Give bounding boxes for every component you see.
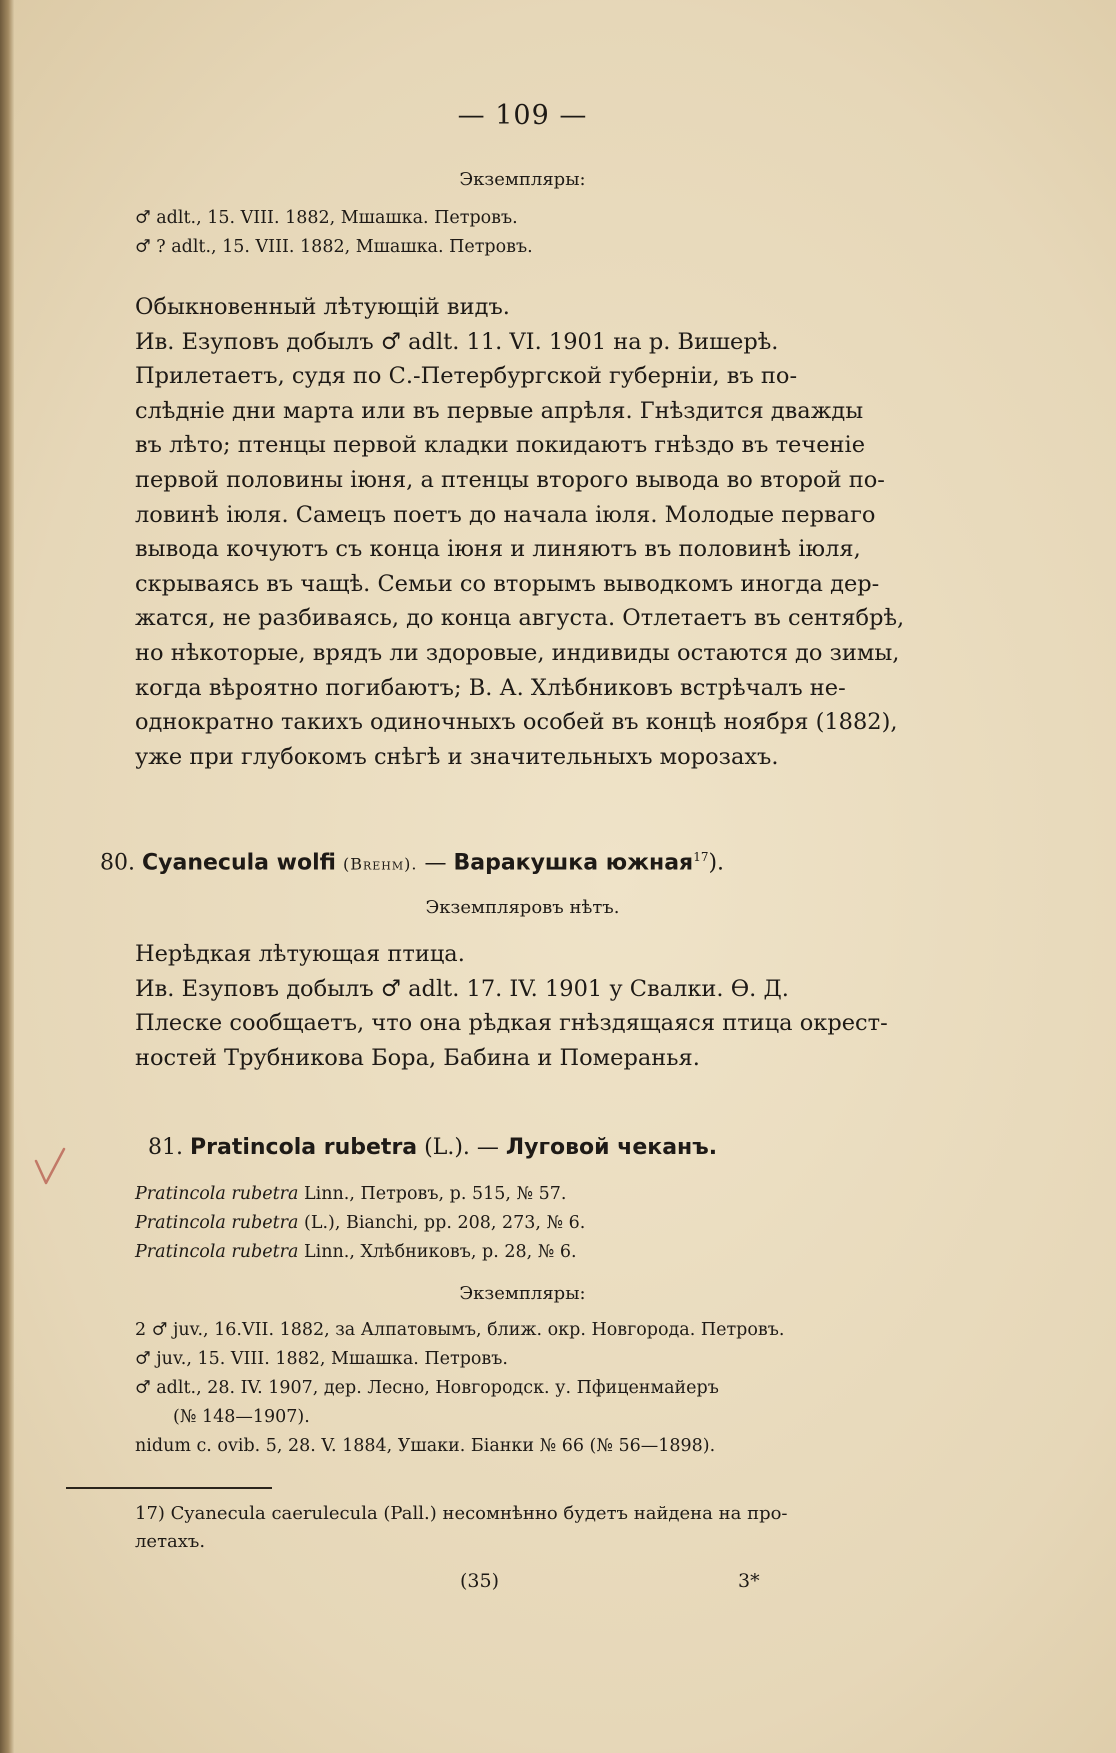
reference-name: Pratincola rubetra: [135, 1242, 299, 1262]
specimen-entry: ♂ ? adlt., 15. VIII. 1882, Мшашка. Петровъ.: [135, 237, 533, 257]
specimen-entry: nidum c. ovib. 5, 28. V. 1884, Ушаки. Біанки № 66 (№ 56—1898).: [135, 1436, 716, 1456]
species-russian-name: Луговой чеканъ.: [505, 1135, 718, 1160]
no-specimens-label: Экземпляровъ нѣтъ.: [425, 897, 620, 918]
text-line: въ лѣто; птенцы первой кладки покидаютъ гнѣздо въ теченіе: [135, 432, 866, 459]
specimens-label-1: Экземпляры:: [459, 169, 586, 190]
species-author: (L.).: [424, 1135, 470, 1160]
specimen-entry: (№ 148—1907).: [173, 1407, 310, 1427]
references-list-81: [135, 1180, 910, 1267]
reference-entry: [135, 1238, 910, 1267]
species-description-79: [135, 290, 910, 774]
text-line: Обыкновенный лѣтующій видъ.: [135, 294, 510, 320]
text-line: скрываясь въ чащѣ. Семьи со вторымъ выводкомъ иногда дер-: [135, 570, 880, 597]
reference-entry: [135, 1180, 910, 1209]
text-line: но нѣкоторые, врядъ ли здоровые, индивиды остаются до зимы,: [135, 639, 900, 666]
species-heading-80: [100, 842, 920, 879]
reference-name: Pratincola rubetra: [135, 1184, 299, 1204]
text-line: Нерѣдкая лѣтующая птица.: [135, 941, 465, 967]
specimens-list-1: [135, 204, 910, 262]
species-author: (Brehm).: [342, 854, 418, 874]
heading-tail: ).: [708, 850, 725, 876]
text-line: однократно такихъ одиночныхъ особей въ концѣ ноября (1882),: [135, 709, 898, 736]
footnote-line: 17) Cyanecula caerulecula (Pall.) несомнѣнно будетъ найдена на про-: [135, 1503, 788, 1524]
text-line: ностей Трубникова Бора, Бабина и Померанья.: [135, 1044, 700, 1071]
reference-detail: (L.), Bianchi, pp. 208, 273, № 6.: [304, 1213, 586, 1233]
species-number: 80.: [100, 850, 135, 876]
footnote-ref: 17: [693, 850, 709, 864]
heading-dash: —: [424, 850, 447, 876]
text-line: Ив. Езуповъ добылъ ♂ adlt. 17. IV. 1901 у Свалки. Ѳ. Д.: [135, 975, 789, 1002]
text-line: уже при глубокомъ снѣгѣ и значительныхъ морозахъ.: [135, 743, 779, 770]
specimen-entry: ♂ juv., 15. VIII. 1882, Мшашка. Петровъ.: [135, 1349, 508, 1369]
text-line: слѣдніе дни марта или въ первые апрѣля. Гнѣздится дважды: [135, 397, 864, 424]
reference-entry: [135, 1209, 910, 1238]
specimen-entry: ♂ adlt., 28. IV. 1907, дер. Лесно, Новгородск. у. Пфиценмайеръ: [135, 1378, 719, 1398]
text-line: жатся, не разбиваясь, до конца августа. Отлетаетъ въ сентябрѣ,: [135, 605, 905, 632]
text-line: Ив. Езуповъ добылъ ♂ adlt. 11. VI. 1901 на р. Вишерѣ.: [135, 328, 779, 355]
text-line: Прилетаетъ, судя по С.-Петербургской губерніи, въ по-: [135, 363, 798, 390]
species-latin-name: Pratincola rubetra: [190, 1135, 418, 1160]
footnote-line: летахъ.: [135, 1531, 206, 1552]
footnote: [135, 1500, 905, 1556]
text-line: вывода кочуютъ съ конца іюня и линяютъ въ половинѣ іюля,: [135, 536, 861, 563]
book-spine: [0, 0, 14, 1753]
reference-detail: Linn., Петровъ, p. 515, № 57.: [304, 1184, 567, 1204]
species-heading-81: [148, 1133, 928, 1163]
species-russian-name: Варакушка южная: [453, 850, 694, 876]
reference-detail: Linn., Хлѣбниковъ, p. 28, № 6.: [304, 1242, 577, 1262]
text-line: первой половины іюня, а птенцы второго вывода во второй по-: [135, 466, 885, 493]
text-line: Плеске сообщаетъ, что она рѣдкая гнѣздящаяся птица окрест-: [135, 1010, 888, 1037]
specimens-label-81: Экземпляры:: [459, 1283, 586, 1304]
heading-dash: —: [476, 1135, 499, 1160]
page-number: — 109 —: [457, 100, 588, 131]
species-description-80: [135, 937, 910, 1075]
specimens-list-81: [135, 1316, 910, 1461]
signature-mark: (35): [460, 1570, 500, 1592]
specimen-entry: 2 ♂ juv., 16.VII. 1882, за Алпатовымъ, ближ. окр. Новгорода. Петровъ.: [135, 1320, 785, 1340]
reference-name: Pratincola rubetra: [135, 1213, 299, 1233]
signature-number: 3*: [738, 1570, 760, 1592]
text-line: ловинѣ іюля. Самецъ поетъ до начала іюля. Молодые перваго: [135, 501, 876, 528]
species-latin-name: Cyanecula wolfi: [142, 850, 336, 876]
text-line: когда вѣроятно погибаютъ; В. А. Хлѣбниковъ встрѣчалъ не-: [135, 674, 846, 701]
pencil-check-mark-icon: [30, 1143, 70, 1193]
specimen-entry: ♂ adlt., 15. VIII. 1882, Мшашка. Петровъ.: [135, 208, 518, 228]
species-number: 81.: [148, 1135, 183, 1160]
footnote-rule: [66, 1487, 272, 1489]
